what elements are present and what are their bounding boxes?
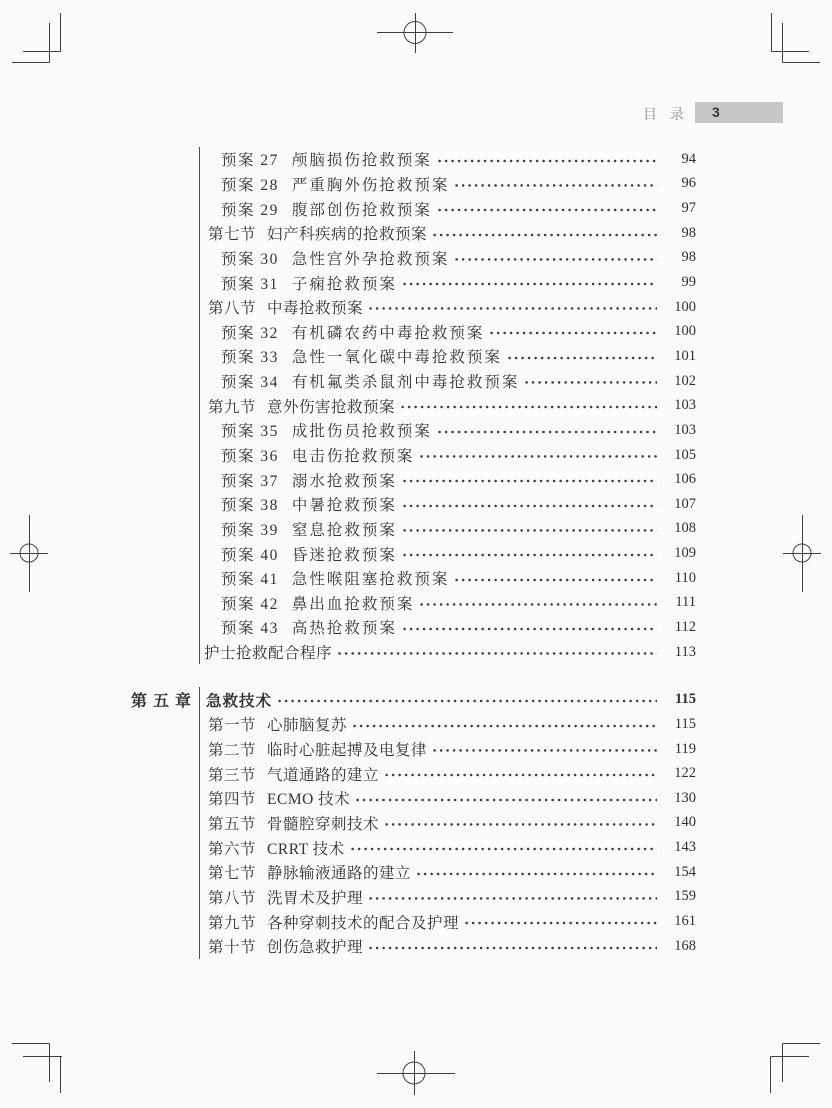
dot-leader — [455, 172, 657, 197]
toc-entry — [200, 712, 696, 737]
toc-entry-label: 第九节 — [208, 398, 257, 416]
toc-entry-page: 140 — [674, 814, 696, 831]
toc-entry-page: 111 — [675, 594, 696, 611]
toc-entry — [200, 492, 696, 517]
page-number-bar — [695, 102, 783, 123]
toc-entry-label: 第八节 — [208, 300, 257, 318]
dot-leader — [417, 860, 657, 885]
dot-leader — [356, 786, 657, 811]
dot-leader — [369, 885, 657, 910]
toc-entry-page: 105 — [674, 446, 696, 463]
toc-entry-title: CRRT 技术 — [267, 840, 345, 858]
toc-entry-page: 100 — [674, 323, 696, 340]
dot-leader — [455, 566, 657, 591]
toc-entry-label: 预案 42 — [221, 595, 279, 613]
toc-entry-page: 161 — [674, 913, 696, 930]
toc-entry-title: 昏迷抢救预案 — [291, 546, 397, 564]
toc-entry-title: 颅脑损伤抢救预案 — [291, 152, 432, 170]
toc-entry — [200, 885, 696, 910]
dot-leader — [438, 418, 657, 443]
toc-blocks — [130, 147, 696, 959]
toc-entry-title: 成批伤员抢救预案 — [291, 423, 432, 441]
dot-leader — [369, 295, 657, 320]
toc-entry-title: 急救技术 — [206, 692, 273, 710]
toc-entry-label: 第七节 — [208, 226, 257, 244]
dot-leader — [525, 369, 657, 394]
toc-entry-label: 第三节 — [208, 766, 257, 784]
toc-entry — [200, 196, 696, 221]
dot-leader — [385, 811, 657, 836]
dot-leader — [351, 835, 657, 860]
toc-entry — [200, 172, 696, 197]
toc-entry-title: 溺水抢救预案 — [291, 472, 397, 490]
toc-entry-label: 预案 31 — [221, 275, 279, 293]
toc-entry-label: 第一节 — [208, 717, 257, 735]
toc-entry-label: 预案 40 — [221, 546, 279, 564]
dot-leader — [403, 467, 657, 492]
toc-entry-page: 96 — [681, 175, 696, 192]
toc-entry — [200, 246, 696, 271]
toc-entry — [200, 467, 696, 492]
toc-entry-page: 115 — [675, 691, 696, 708]
dot-leader — [455, 246, 657, 271]
toc-entry-page: 143 — [674, 839, 696, 856]
toc-entry-page: 108 — [674, 520, 696, 537]
toc-entry-title: 心肺脑复苏 — [267, 717, 348, 735]
toc-entry — [200, 687, 696, 712]
toc-entry — [200, 860, 696, 885]
dot-leader — [420, 591, 657, 616]
toc-chapter-block — [130, 687, 696, 958]
toc-entry-page: 98 — [681, 224, 696, 241]
toc-entry — [200, 811, 696, 836]
dot-leader — [438, 196, 657, 221]
dot-leader — [403, 517, 657, 542]
toc-entry — [200, 393, 696, 418]
toc-entry-page: 113 — [674, 643, 696, 660]
toc-entry-label: 预案 38 — [221, 497, 279, 515]
toc-entry-page: 109 — [674, 545, 696, 562]
toc-entry — [200, 147, 696, 172]
dot-leader — [338, 640, 657, 665]
toc-entry-title: 静脉输液通路的建立 — [267, 865, 412, 883]
toc-entry-label: 第九节 — [208, 914, 257, 932]
toc-entry-label: 预案 35 — [221, 423, 279, 441]
toc-entry-label: 第五节 — [208, 815, 257, 833]
toc-entry-title: 有机氟类杀鼠剂中毒抢救预案 — [291, 374, 520, 392]
toc-entry-title: 急性一氧化碳中毒抢救预案 — [291, 349, 502, 367]
toc-entry-label: 第六节 — [208, 840, 257, 858]
toc-entry-page: 101 — [674, 347, 696, 364]
toc-entry — [200, 221, 696, 246]
crop-mark-bottom-right — [771, 1044, 821, 1094]
toc-entry-label: 预案 34 — [221, 374, 279, 392]
dot-leader — [403, 541, 657, 566]
registration-mark-right-middle — [783, 515, 821, 592]
running-header-title: 目 录 — [643, 108, 686, 123]
toc-entry-label: 预案 39 — [221, 521, 279, 539]
toc-entry — [200, 591, 696, 616]
toc-entry-title: 电击伤抢救预案 — [291, 448, 415, 465]
registration-mark-bottom-center — [377, 1051, 455, 1095]
dot-leader — [420, 443, 657, 468]
toc-entry-label: 预案 36 — [221, 448, 279, 465]
toc-entry-title: 气道通路的建立 — [267, 766, 380, 784]
toc-entry-page: 112 — [674, 618, 696, 635]
toc-entry-page: 98 — [681, 249, 696, 266]
dot-leader — [403, 492, 657, 517]
toc-entry-label: 预案 43 — [221, 620, 279, 638]
toc-entry-page: 130 — [674, 789, 696, 806]
registration-mark-top-center — [377, 13, 453, 53]
toc-entry — [200, 369, 696, 394]
toc-entry-label: 预案 27 — [221, 152, 279, 170]
toc-entry-label: 第十节 — [208, 939, 257, 957]
toc-entry-label: 预案 37 — [221, 472, 279, 490]
toc-entry-label: 预案 33 — [221, 349, 279, 367]
toc-entry — [200, 418, 696, 443]
toc-entry-page: 103 — [674, 421, 696, 438]
toc-entry-page: 107 — [674, 495, 696, 512]
toc-entry-title: 创伤急救护理 — [267, 939, 364, 957]
toc-entry-title: 子痫抢救预案 — [291, 275, 397, 293]
crop-mark-top-left — [12, 13, 61, 63]
toc-entry-title: 妇产科疾病的抢救预案 — [267, 226, 428, 244]
toc-entry-label: 预案 32 — [221, 324, 279, 342]
toc-entry — [200, 541, 696, 566]
dot-leader — [385, 761, 657, 786]
toc-entry-label: 预案 29 — [221, 201, 279, 219]
dot-leader — [401, 393, 657, 418]
toc-entry-title: 窒息抢救预案 — [291, 521, 397, 539]
dot-leader — [433, 221, 657, 246]
toc-entry-title: 护士抢救配合程序 — [204, 645, 333, 663]
crop-mark-bottom-left — [12, 1044, 62, 1094]
toc-entry-page: 106 — [674, 471, 696, 488]
toc-entry-title: 鼻出血抢救预案 — [291, 595, 415, 613]
toc-entry-title: 意外伤害抢救预案 — [267, 398, 396, 416]
dot-leader — [369, 934, 657, 959]
toc-entry-page: 97 — [681, 200, 696, 217]
toc-entry-title: 中暑抢救预案 — [291, 497, 397, 515]
toc-entry-page: 100 — [674, 298, 696, 315]
toc-entry — [200, 270, 696, 295]
toc-entry-title: ECMO 技术 — [267, 791, 351, 809]
toc-entry — [200, 566, 696, 591]
toc-entry-page: 168 — [674, 937, 696, 954]
toc-entry-label: 第二节 — [208, 742, 257, 760]
toc-entry-page: 102 — [674, 372, 696, 389]
toc-entry — [200, 640, 696, 665]
toc-entry — [200, 737, 696, 762]
chapter-label: 第 五 章 — [130, 693, 192, 711]
toc-entry — [200, 761, 696, 786]
toc-entry-label: 第七节 — [208, 865, 257, 883]
toc-entry — [200, 615, 696, 640]
toc-entry-title: 中毒抢救预案 — [267, 300, 364, 318]
toc-entry-page: 154 — [674, 863, 696, 880]
toc-entry-page: 103 — [674, 397, 696, 414]
toc-entry-title: 有机磷农药中毒抢救预案 — [291, 324, 485, 342]
toc-entry-page: 159 — [674, 888, 696, 905]
toc-entry — [200, 786, 696, 811]
toc-entry-title: 腹部创伤抢救预案 — [291, 201, 432, 219]
toc-entry-title: 严重胸外伤抢救预案 — [291, 176, 450, 194]
toc-entry-title: 各种穿刺技术的配合及护理 — [267, 914, 460, 932]
toc-entry-label: 第四节 — [208, 791, 257, 809]
toc-entry-title: 高热抢救预案 — [291, 620, 397, 638]
dot-leader — [278, 687, 657, 712]
dot-leader — [438, 147, 657, 172]
page-number: 3 — [712, 104, 720, 120]
toc-entry-page: 122 — [674, 765, 696, 782]
toc-entry — [200, 517, 696, 542]
dot-leader — [353, 712, 657, 737]
registration-mark-left-middle — [10, 515, 48, 592]
dot-leader — [433, 737, 657, 762]
crop-mark-top-right — [772, 13, 821, 63]
dot-leader — [490, 319, 657, 344]
toc-entry-page: 99 — [681, 274, 696, 291]
dot-leader — [403, 270, 657, 295]
toc-entry — [200, 443, 696, 468]
toc-entry-page: 115 — [674, 715, 696, 732]
toc-entry — [200, 909, 696, 934]
toc-entry-page: 110 — [674, 569, 696, 586]
toc-entry-title: 骨髓腔穿刺技术 — [267, 815, 380, 833]
toc-entry-title: 急性喉阻塞抢救预案 — [291, 571, 450, 589]
toc-entry-label: 预案 28 — [221, 176, 279, 194]
toc-entry-title: 临时心脏起搏及电复律 — [267, 742, 428, 760]
toc-entry — [200, 835, 696, 860]
toc-entry-title: 洗胃术及护理 — [267, 889, 364, 907]
toc-entry-page: 119 — [674, 740, 696, 757]
toc-entry — [200, 344, 696, 369]
toc-entry — [200, 934, 696, 959]
toc-entry-title: 急性宫外孕抢救预案 — [291, 250, 450, 268]
toc-entry — [200, 295, 696, 320]
toc-entry — [200, 319, 696, 344]
toc-chapter-block — [199, 147, 696, 664]
dot-leader — [508, 344, 657, 369]
toc-entry-label: 预案 41 — [221, 571, 279, 589]
dot-leader — [403, 615, 657, 640]
toc-entry-label: 预案 30 — [221, 250, 279, 268]
dot-leader — [465, 909, 657, 934]
toc-entry-page: 94 — [681, 150, 696, 167]
toc-entry-label: 第八节 — [208, 889, 257, 907]
